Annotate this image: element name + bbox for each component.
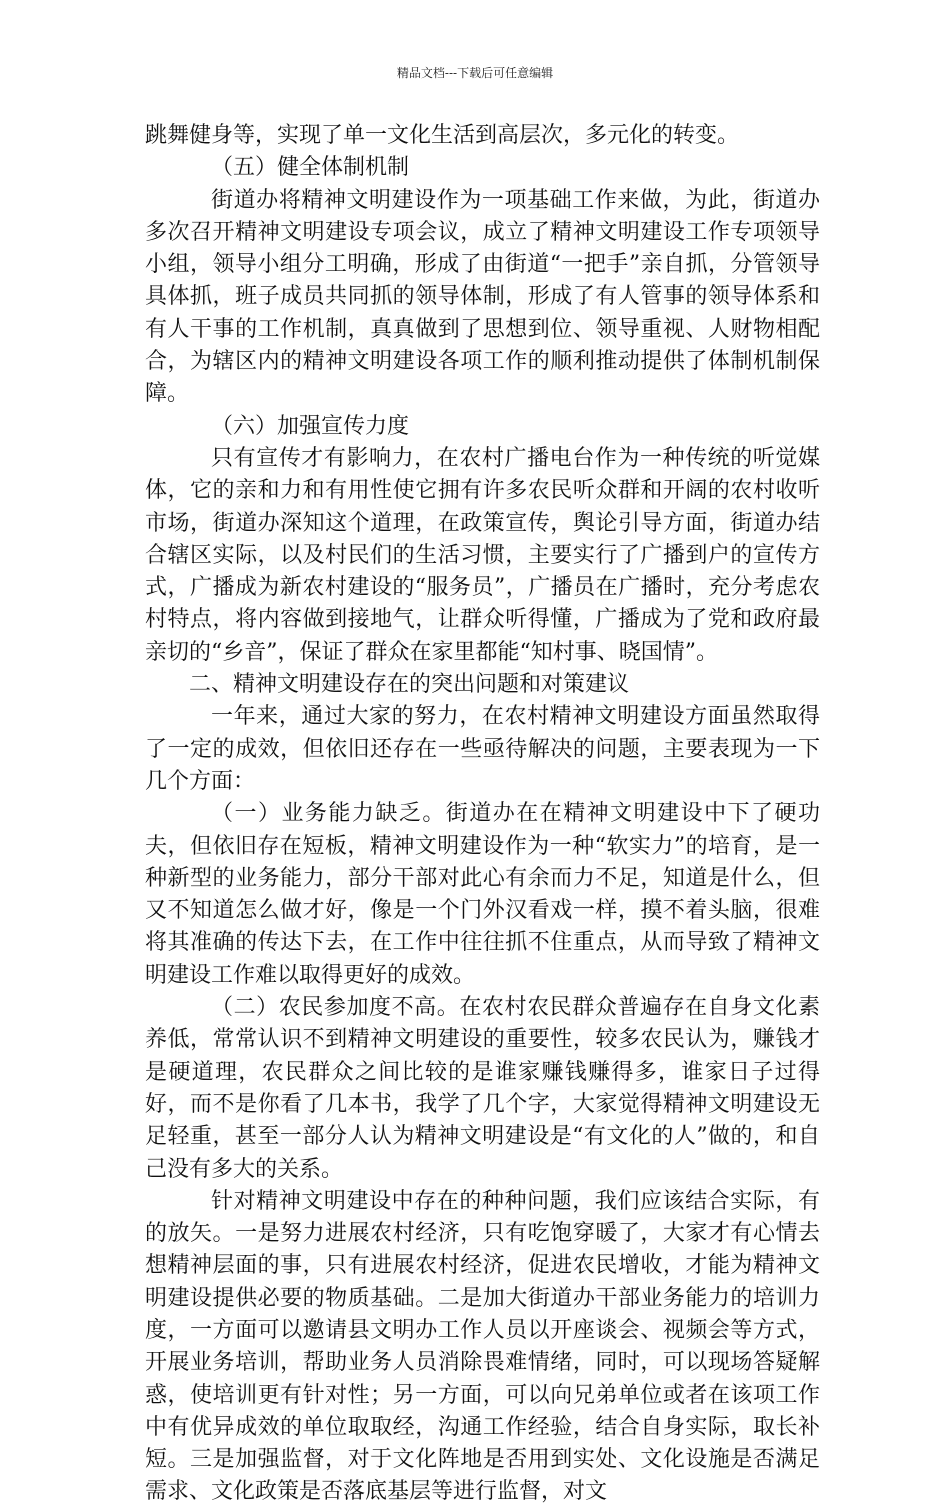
section-heading: （五）健全体制机制 (211, 155, 410, 181)
paragraph: 针对精神文明建设中存在的种种问题，我们应该结合实际，有的放矢。一是努力进展农村经济，只有吃饱穿暖了，大家才有心情去想精神层面的事，只有进展农村经济，促进农民增收，才能为精神文明建设提供必要的物质基础。二是加大街道办干部业务能力的培训力度，一方面可以邀请县文明办工作人员以开座谈会、视频会等方式，开展业务培训，帮助业务人员消除畏难情绪，同时，可以现场答疑解惑，使培训更有针对性；另一方面，可以向兄弟单位或者在该项工作中有优异成效的单位取取经，沟通工作经验，结合自身实际，取长补短。三是加强监督，对于文化阵地是否用到实处、文化设施是否满足需求、文化政策是否落底基层等进行监督，对文 (145, 1188, 820, 1505)
paragraph: （二）农民参加度不高。在农村农民群众普遍存在自身文化素养低，常常认识不到精神文明建设的重要性，较多农民认为，赚钱才是硬道理，农民群众之间比较的是谁家赚钱赚得多，谁家日子过得好，而不是你看了几本书，我学了几个字，大家觉得精神文明建设无足轻重，甚至一部分人认为精神文明建设是“有文化的人”做的，和自己没有多大的关系。 (145, 995, 820, 1182)
paragraph: 街道办将精神文明建设作为一项基础工作来做，为此，街道办多次召开精神文明建设专项会议，成立了精神文明建设工作专项领导小组，领导小组分工明确，形成了由街道“一把手”亲自抓，分管领导具体抓，班子成员共同抓的领导体制，形成了有人管事的领导体系和有人干事的工作机制，真真做到了思想到位、领导重视、人财物相配合，为辖区内的精神文明建设各项工作的顺利推动提供了体制机制保障。 (145, 187, 820, 407)
section-heading: （六）加强宣传力度 (211, 413, 410, 439)
page-header: 精品文档---下载后可任意编辑 (396, 66, 554, 80)
chapter-heading: 二、精神文明建设存在的突出问题和对策建议 (189, 672, 630, 698)
document-body (145, 120, 820, 1509)
paragraph: （一）业务能力缺乏。街道办在在精神文明建设中下了硬功夫，但依旧存在短板，精神文明建设作为一种“软实力”的培育，是一种新型的业务能力，部分干部对此心有余而力不足，知道是什么，但又不知道怎么做才好，像是一个门外汉看戏一样，摸不着头脑，很难将其准确的传达下去，在工作中往往抓不住重点，从而导致了精神文明建设工作难以取得更好的成效。 (145, 801, 820, 988)
paragraph: 一年来，通过大家的努力，在农村精神文明建设方面虽然取得了一定的成效，但依旧还存在一些亟待解决的问题，主要表现为一下几个方面： (145, 704, 820, 794)
paragraph: 跳舞健身等，实现了单一文化生活到高层次，多元化的转变。 (145, 123, 740, 148)
paragraph: 只有宣传才有影响力，在农村广播电台作为一种传统的听觉媒体，它的亲和力和有用性使它拥有许多农民听众群和开阔的农村收听市场，街道办深知这个道理，在政策宣传，舆论引导方面，街道办结合辖区实际，以及村民们的生活习惯，主要实行了广播到户的宣传方式，广播成为新农村建设的“服务员”，广播员在广播时，充分考虑农村特点，将内容做到接地气，让群众听得懂，广播成为了党和政府最亲切的“乡音”，保证了群众在家里都能“知村事、晓国情”。 (145, 445, 820, 665)
